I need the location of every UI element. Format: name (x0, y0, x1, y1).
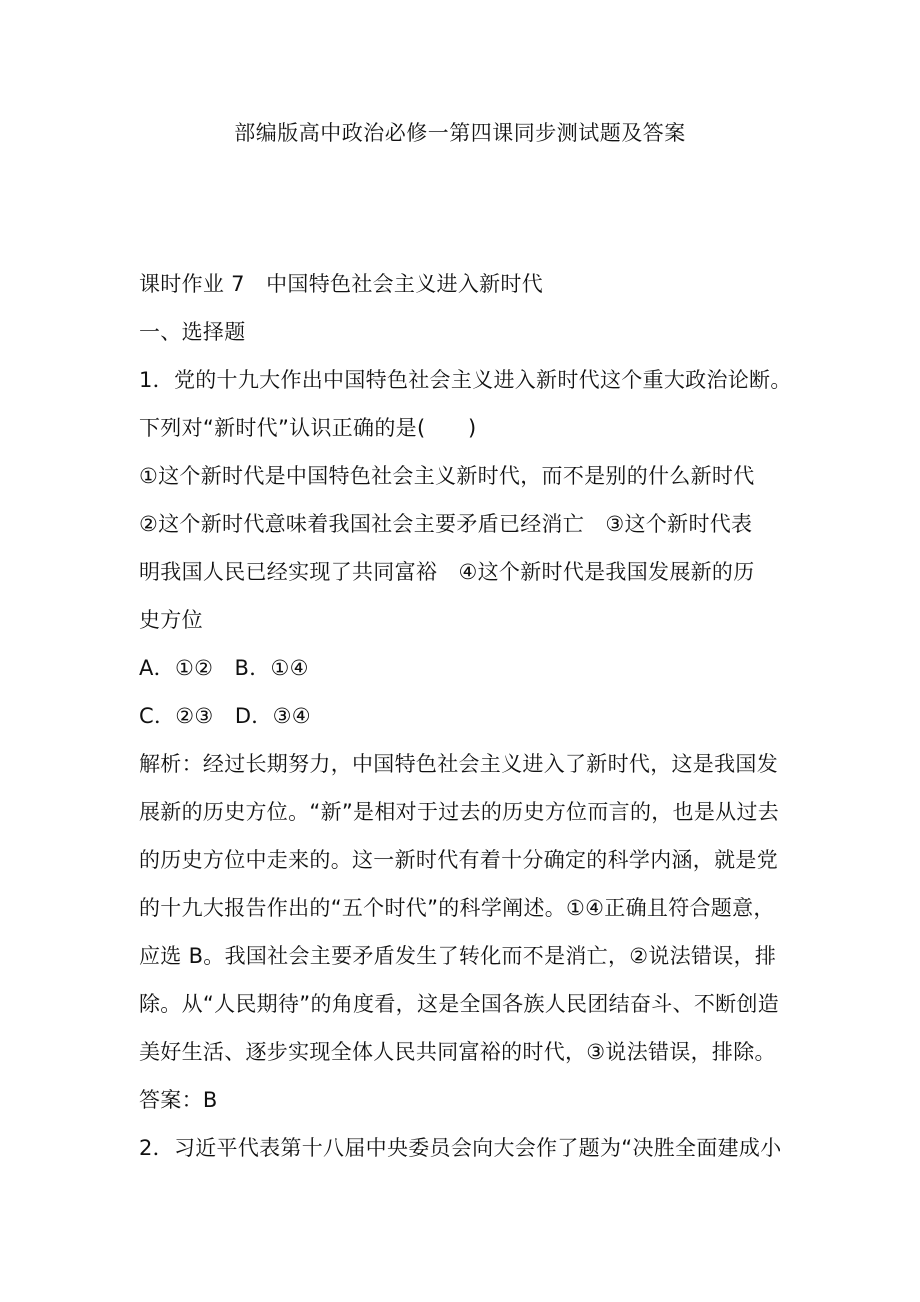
question-1-options-line: A．①② B．①④ (139, 656, 309, 680)
question-1-statement-line: 史方位 (139, 608, 203, 632)
document-title: 部编版高中政治必修一第四课同步测试题及答案 (234, 121, 686, 145)
question-1-analysis-line: 除。从“人民期待”的角度看，这是全国各族人民团结奋斗、不断创造 (139, 992, 780, 1016)
question-1-analysis-line: 美好生活、逐步实现全体人民共同富裕的时代，③说法错误，排除。 (139, 1040, 776, 1064)
question-1 (139, 356, 799, 1124)
question-1-statement-line: 明我国人民已经实现了共同富裕 ④这个新时代是我国发展新的历 (139, 560, 755, 584)
question-1-answer: 答案：B (139, 1088, 218, 1112)
question-2 (139, 1124, 799, 1172)
question-1-analysis-line: 应选 B。我国社会主要矛盾发生了转化而不是消亡，②说法错误，排 (139, 944, 777, 968)
lesson-heading: 课时作业 7 中国特色社会主义进入新时代 (139, 272, 544, 296)
question-1-analysis-line: 的历史方位中走来的。这一新时代有着十分确定的科学内涵，就是党 (139, 848, 778, 872)
section-heading: 一、选择题 (139, 320, 246, 344)
question-1-options-line: C．②③ D．③④ (139, 704, 311, 728)
document-body (139, 260, 799, 1172)
question-1-analysis-line: 解析：经过长期努力，中国特色社会主义进入了新时代，这是我国发 (139, 752, 778, 776)
question-1-stem-line: 下列对“新时代”认识正确的是( ) (139, 416, 477, 440)
question-1-analysis-line: 展新的历史方位。“新”是相对于过去的历史方位而言的，也是从过去 (139, 800, 780, 824)
question-2-stem-line: 2．习近平代表第十八届中央委员会向大会作了题为“决胜全面建成小 (139, 1136, 782, 1160)
question-1-statement-line: ①这个新时代是中国特色社会主义新时代，而不是别的什么新时代 (139, 464, 755, 488)
question-1-stem-line: 1．党的十九大作出中国特色社会主义进入新时代这个重大政治论断。 (139, 368, 792, 392)
question-1-analysis-line: 的十九大报告作出的“五个时代”的科学阐述。①④正确且符合题意， (139, 896, 775, 920)
question-1-statement-line: ②这个新时代意味着我国社会主要矛盾已经消亡 ③这个新时代表 (139, 512, 753, 536)
